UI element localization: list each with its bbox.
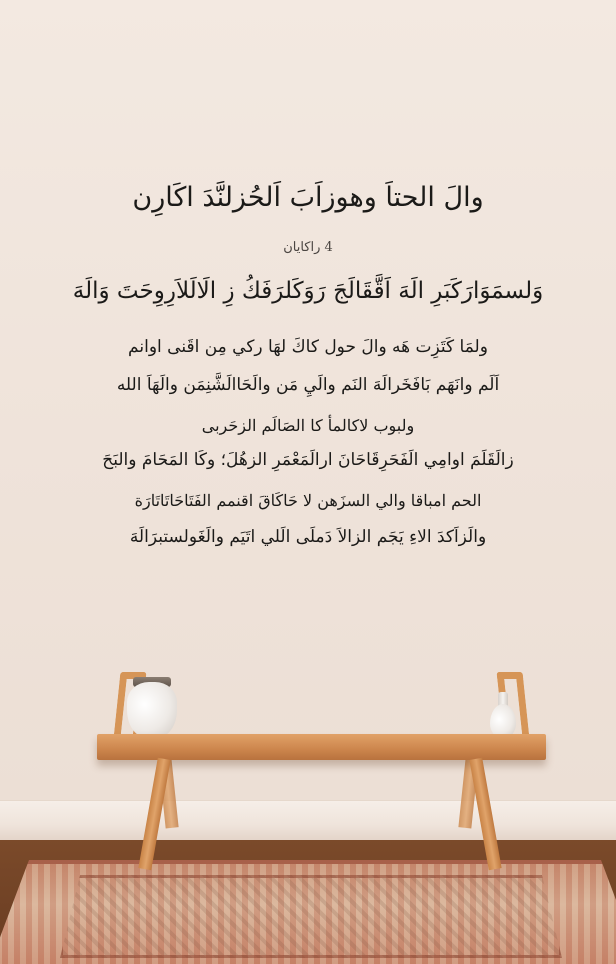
small-ceramic-vase (490, 704, 516, 738)
calligraphy-subtitle: 4 راكايان (283, 240, 333, 255)
verse-line: ولمَا كَتَزِت هَه والَ حول كاكَ لهَا ركي مِن اقَنى اوانم (128, 337, 488, 357)
bench-top (97, 734, 546, 760)
calligraphy-title: والَ الحتاَ وهوزاَبَ اَلحُزلنَّدَ اكَارِن (132, 182, 484, 213)
large-ceramic-vase (127, 682, 177, 738)
verse-line: اَلَم وانَهَم بَافَخَرالَهَ النَم والَيِ مَن والَحَاالَشَّنِمَن والَهَاَ الله (116, 375, 500, 395)
verse-line: الحم امباقا والي السزَهن لا حَاكَاقَ اقنمم الفَتَاحَاتَاتَارَة (134, 491, 482, 510)
rug-pattern (60, 875, 562, 958)
verse-line: ولبوب لاكالمأ كا الصَالَم الزحَربى (201, 416, 415, 435)
calligraphy-main-line: وَلسمَوَارَكَبَرِ الَهَ اَقَّقَالَجَ رَوَكَلرَفَكُ زِ الَالَلاَرِوِحَتَ وَالَهَ (72, 278, 544, 304)
verse-line: والَزاَكدَ الاءِ يَجَم الزالاَ دَملَى الَلي اتَيَم والَغَولستبرَالَهَ (129, 527, 487, 547)
verse-line: زالَقَلَمَ اوامِي الَفَحَرِقَاحَانَ ارالَمَعْمَرِ الزهُلَ؛ وكَا المَحَامَ والبَحَ (102, 450, 514, 470)
baseboard (0, 800, 616, 841)
